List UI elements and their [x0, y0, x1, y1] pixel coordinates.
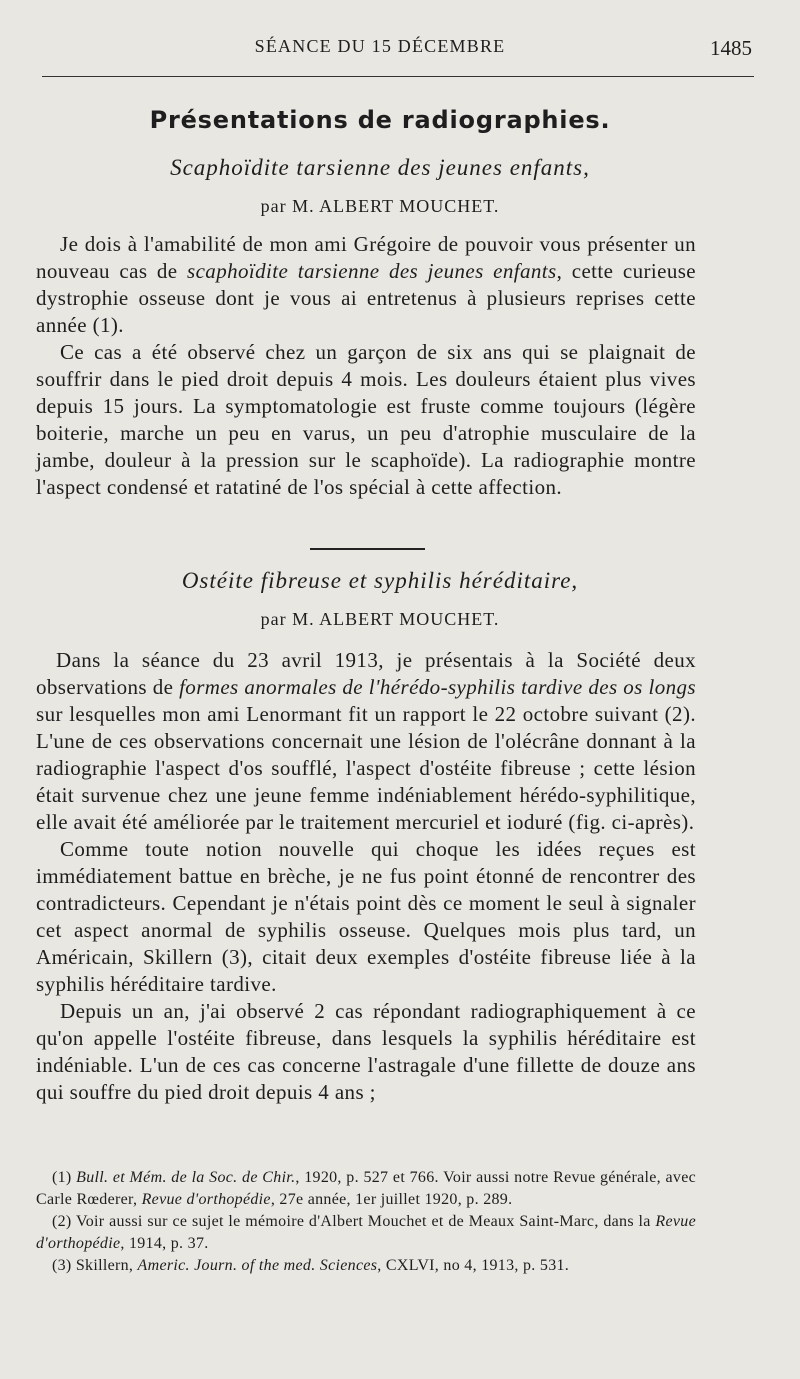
- text: (2) Voir aussi sur ce sujet le mémoire d'Albert Mouchet et de Meaux Saint-Marc, dans la: [52, 1213, 656, 1230]
- emphasis: Americ. Journ. of the med. Sciences: [137, 1257, 378, 1274]
- paragraph: Depuis un an, j'ai observé 2 cas répondant radiographiquement à ce qu'on appelle l'ostéite fibreuse, dans lesquels la syphilis héréditaire est indéniable. L'un de ces cas concerne l'astragale d'une fillette de douze ans qui souffre du pied droit depuis 4 ans ;: [36, 999, 696, 1104]
- article-byline-1: par M. ALBERT MOUCHET.: [260, 196, 500, 216]
- footnote-1: [36, 1167, 696, 1211]
- footnote-3: [36, 1255, 696, 1277]
- text: Je dois à l'amabilité de mon ami Grégoire de pouvoir vous présenter un nouveau cas de: [36, 232, 696, 283]
- header-rule: [42, 76, 754, 77]
- section-title: Présentations de radiographies.: [149, 106, 611, 134]
- text: , cette curieuse dystrophie osseuse dont je vous ai entretenus à plusieurs reprises cette année (1).: [36, 259, 697, 337]
- emphasis: formes anormales de l'hérédo-syphilis tardive des os longs: [179, 675, 696, 699]
- article-byline-2: par M. ALBERT MOUCHET.: [260, 609, 500, 629]
- paragraph: Ce cas a été observé chez un garçon de six ans qui se plaignait de souffrir dans le pied droit depuis 4 mois. Les douleurs étaient plus vives depuis 15 jours. La symptomatologie est fruste comme toujours (légère boiterie, marche un peu en varus, un peu d'atrophie musculaire de la jambe, douleur à la pression sur le scaphoïde). La radiographie montre l'aspect condensé et ratatiné de l'os spécial à cette affection.: [36, 340, 696, 499]
- emphasis: scaphoïdite tarsienne des jeunes enfants: [187, 259, 557, 283]
- text: , 27e année, 1er juillet 1920, p. 289.: [270, 1191, 513, 1208]
- paragraph: [36, 647, 696, 836]
- footnote-2: [36, 1211, 696, 1255]
- text: sur lesquelles mon ami Lenormant fit un rapport le 22 octobre suivant (2). L'une de ces observations concernait une lésion de l'olécrâne donnant à la radiographie l'aspect d'os soufflé, l'aspect d'ostéite fibreuse ; cette lésion était survenue chez une jeune femme indéniablement hérédo-syphilitique, elle avait été améliorée par le traitement mercuriel et ioduré (fig. ci-après).: [36, 702, 696, 834]
- text: (1): [52, 1169, 77, 1186]
- text: , 1914, p. 37.: [120, 1235, 209, 1252]
- text: , CXLVI, no 4, 1913, p. 531.: [377, 1257, 570, 1274]
- text: , 1920, p. 527 et 766. Voir aussi notre Revue générale, avec Carle Rœderer,: [36, 1169, 696, 1208]
- emphasis: Bull. et Mém. de la Soc. de Chir.: [76, 1169, 296, 1186]
- article-title-osteite: Ostéite fibreuse et syphilis héréditaire,: [181, 568, 579, 593]
- emphasis: Revue d'orthopédie: [36, 1213, 696, 1252]
- text: Dans la séance du 23 avril 1913, je présentais à la Société deux observations de: [36, 648, 696, 699]
- article-body-1: [36, 231, 696, 501]
- article-body-2: [36, 647, 696, 1106]
- article-title-scaphoidite: Scaphoïdite tarsienne des jeunes enfants,: [170, 155, 590, 180]
- text: (3) Skillern,: [52, 1257, 138, 1274]
- emphasis: Revue d'orthopédie: [141, 1191, 271, 1208]
- paragraph: Comme toute notion nouvelle qui choque les idées reçues est immédiatement battue en brèche, je ne fus point étonné de rencontrer des contradicteurs. Cependant je n'étais point dès ce moment le seul à signaler cet aspect anormal de syphilis osseuse. Quelques mois plus tard, un Américain, Skillern (3), citait deux exemples d'ostéite fibreuse liée à la syphilis héréditaire tardive.: [36, 837, 696, 996]
- section-divider: [310, 548, 425, 550]
- paragraph: [36, 231, 696, 339]
- running-title: SÉANCE DU 15 DÉCEMBRE: [254, 36, 506, 56]
- running-header: [0, 36, 800, 66]
- page-number: 1485: [710, 36, 752, 60]
- footnotes: [36, 1167, 696, 1277]
